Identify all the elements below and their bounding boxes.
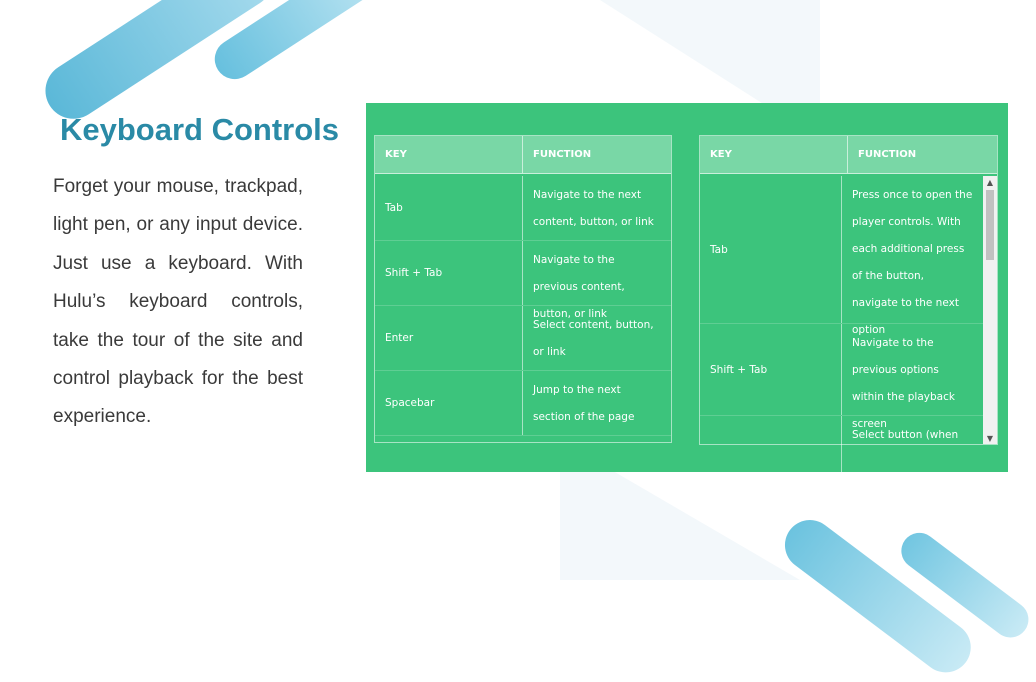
function-cell: Navigate to the previous content, button, or link bbox=[533, 254, 625, 320]
key-cell: Tab bbox=[375, 176, 523, 240]
table-row bbox=[700, 324, 983, 430]
keyboard-tables-screenshot bbox=[366, 103, 1008, 507]
table-body bbox=[375, 176, 671, 442]
table-row bbox=[375, 241, 671, 320]
table-row bbox=[375, 371, 671, 436]
table-header bbox=[700, 136, 997, 174]
table-row bbox=[375, 306, 671, 371]
scroll-thumb[interactable] bbox=[986, 190, 994, 260]
table-header bbox=[375, 136, 671, 174]
function-cell: Jump to the next section of the page bbox=[533, 384, 635, 423]
header-function: FUNCTION bbox=[533, 149, 592, 160]
key-cell: Enter bbox=[700, 416, 842, 507]
slide-body-text: Forget your mouse, trackpad, light pen, or any input device. Just use a keyboard. With Hulu’s keyboard controls, take the tour of the site and control playback for the best experience. bbox=[53, 176, 303, 428]
function-cell: Navigate to the previous options within the playback screen bbox=[852, 337, 955, 430]
scroll-up-arrow-icon[interactable]: ▲ bbox=[986, 177, 994, 187]
table-row bbox=[700, 176, 983, 336]
scroll-down-arrow-icon[interactable]: ▼ bbox=[986, 433, 994, 443]
keyboard-table-right bbox=[699, 135, 998, 507]
keyboard-table-left bbox=[374, 135, 672, 443]
key-cell: Spacebar bbox=[375, 371, 523, 435]
header-key: KEY bbox=[375, 136, 523, 173]
key-cell: Shift + Tab bbox=[375, 241, 523, 305]
function-cell: Navigate to the next content, button, or link bbox=[533, 189, 654, 228]
function-cell: Select button (when bbox=[852, 429, 959, 441]
table-row bbox=[700, 416, 983, 508]
slide-title: Keyboard Controls bbox=[60, 112, 340, 147]
table-body[interactable] bbox=[700, 176, 983, 507]
vertical-scrollbar[interactable] bbox=[983, 176, 997, 444]
key-cell: Enter bbox=[375, 306, 523, 370]
key-cell: Tab bbox=[700, 176, 842, 323]
key-cell: Shift + Tab bbox=[700, 324, 842, 415]
table-row bbox=[375, 176, 671, 241]
function-cell: Select content, button, or link bbox=[533, 319, 654, 358]
header-function: FUNCTION bbox=[858, 149, 917, 160]
function-cell: Press once to open the player controls. With each additional press of the button, navigate to the next option bbox=[852, 189, 973, 336]
header-key: KEY bbox=[700, 136, 848, 173]
